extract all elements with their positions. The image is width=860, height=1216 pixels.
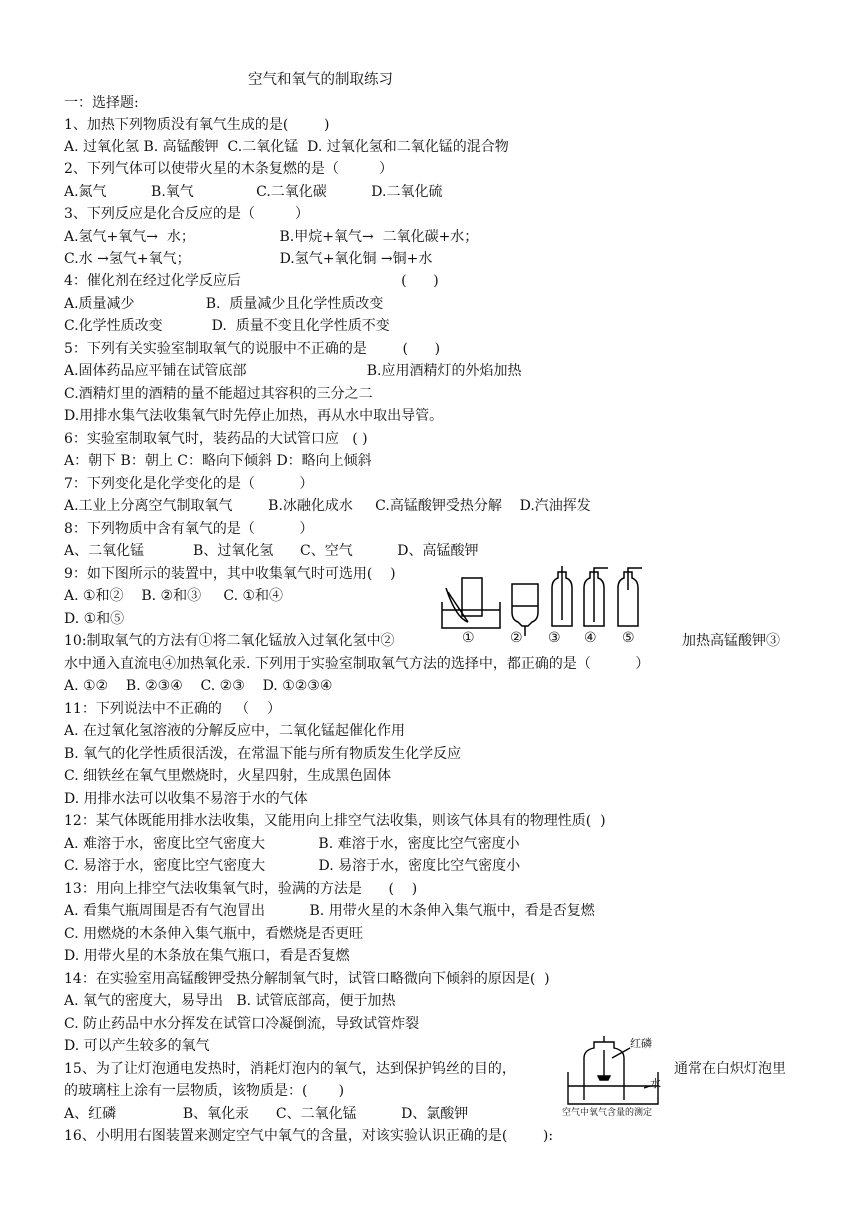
question-line: C.酒精灯里的酒精的量不能超过其容积的三分之二: [64, 386, 373, 402]
question-line: 4：催化剂在经过化学反应后 ( ): [64, 273, 439, 289]
question-line: 的玻璃柱上涂有一层物质，该物质是：( ): [64, 1083, 345, 1099]
section-heading: 一：选择题:: [64, 95, 139, 111]
page-title: 空气和氧气的制取练习: [248, 72, 393, 88]
apparatus-figure: [438, 566, 658, 648]
question-line: A.固体药品应平铺在试管底部 B.应用酒精灯的外焰加热: [64, 363, 522, 379]
apparatus-label-5: ⑤: [622, 630, 635, 646]
question-line: B. 氧气的化学性质很活泼，在常温下能与所有物质发生化学反应: [64, 746, 462, 762]
question-line-tail: 加热高锰酸钾③: [682, 633, 780, 649]
question-line: 15、为了让灯泡通电发热时，消耗灯泡内的氧气，达到保护钨丝的目的，: [64, 1061, 516, 1077]
question-line: D. 用排水法可以收集不易溶于水的气体: [64, 791, 308, 807]
question-line: 12：某气体既能用排水法收集，又能用向上排空气法收集，则该气体具有的物理性质( ): [64, 813, 606, 829]
question-line: 1、加热下列物质没有氧气生成的是( ): [64, 117, 330, 133]
apparatus-label-4: ④: [584, 630, 597, 646]
question-line: C. 易溶于水，密度比空气密度大 D. 易溶于水，密度比空气密度小: [64, 858, 521, 874]
apparatus-label-2: ②: [510, 630, 523, 646]
question-line: A、红磷 B、氧化汞 C、二氧化锰 D、氯酸钾: [64, 1106, 469, 1122]
question-line: A：朝下 B：朝上 C：略向下倾斜 D：略向上倾斜: [64, 453, 372, 469]
red-phosphorus-label: 红磷: [630, 1037, 652, 1050]
question-line: C.水 →氢气+氧气； D.氢气+氧化铜 →铜+水: [64, 251, 433, 267]
apparatus-label-3: ③: [548, 630, 561, 646]
question-line: 16、小明用右图装置来测定空气中氧气的含量，对该实验认识正确的是( ):: [64, 1128, 554, 1144]
question-line: 10:制取氧气的方法有①将二氧化锰放入过氧化氢中②: [64, 633, 395, 649]
question-line: A. 氧气的密度大，易导出 B. 试管底部高，便于加热: [64, 993, 396, 1009]
question-line: A.工业上分离空气制取氧气 B.冰融化成水 C.高锰酸钾受热分解 D.汽油挥发: [64, 498, 591, 514]
question-line: 5：下列有关实验室制取氧气的说服中不正确的是 ( ): [64, 341, 441, 357]
question-line: A. ①和② B. ②和③ C. ①和④: [64, 588, 284, 604]
question-line: 6：实验室制取氧气时，装药品的大试管口应 ( ): [64, 431, 368, 447]
question-line-tail: 通常在白炽灯泡里: [674, 1061, 786, 1077]
question-line: A. 过氧化氢 B. 高锰酸钾 C.二氧化锰 D. 过氧化氢和二氧化锰的混合物: [64, 139, 509, 155]
figure-caption: 空气中氧气含量的测定: [562, 1108, 653, 1118]
question-line: 7：下列变化是化学变化的是（ ）: [64, 476, 314, 492]
question-line: A. ①② B. ②③④ C. ②③ D. ①②③④: [64, 678, 333, 694]
apparatus-label-1: ①: [462, 630, 475, 646]
question-line: 13：用向上排空气法收集氧气时，验满的方法是 ( ): [64, 881, 418, 897]
question-line: A、二氧化锰 B、过氧化氢 C、空气 D、高锰酸钾: [64, 543, 479, 559]
question-line: A.质量减少 B. 质量减少且化学性质改变: [64, 296, 384, 312]
question-line: D. ①和⑤: [64, 611, 125, 627]
question-line: C. 防止药品中水分挥发在试管口冷凝倒流，导致试管炸裂: [64, 1016, 420, 1032]
question-line: 2、下列气体可以使带火星的木条复燃的是（ ）: [64, 161, 393, 177]
question-line: C. 用燃烧的木条伸入集气瓶中，看燃烧是否更旺: [64, 926, 364, 942]
question-line: A.氮气 B.氧气 C.二氧化碳 D.二氧化硫: [64, 184, 443, 200]
question-line: C. 细铁丝在氧气里燃烧时，火星四射，生成黑色固体: [64, 768, 392, 784]
question-line: 3、下列反应是化合反应的是（ ）: [64, 206, 309, 222]
question-line: 14：在实验室用高锰酸钾受热分解制氧气时，试管口略微向下倾斜的原因是( ): [64, 971, 550, 987]
question-line: 9：如下图所示的装置中，其中收集氧气时可选用( ): [64, 566, 396, 582]
question-line: D.用排水集气法收集氧气时先停止加热，再从水中取出导管。: [64, 408, 444, 424]
question-line: A. 看集气瓶周围是否有气泡冒出 B. 用带火星的木条伸入集气瓶中，看是否复燃: [64, 903, 595, 919]
oxygen-measure-figure: [560, 1036, 668, 1122]
question-line: C.化学性质改变 D. 质量不变且化学性质不变: [64, 318, 390, 334]
question-line: D. 用带火星的木条放在集气瓶口，看是否复燃: [64, 948, 350, 964]
question-line: 11：下列说法中不正确的 （ ）: [64, 701, 281, 717]
question-line: A. 难溶于水，密度比空气密度大 B. 难溶于水，密度比空气密度小: [64, 836, 520, 852]
question-line: 8：下列物质中含有氧气的是（ ）: [64, 521, 314, 537]
question-line: A.氢气+氧气→ 水； B.甲烷+氧气→ 二氧化碳+水；: [64, 229, 479, 245]
question-line: A. 在过氧化氢溶液的分解反应中，二氧化锰起催化作用: [64, 723, 406, 739]
question-line: D. 可以产生较多的氧气: [64, 1038, 210, 1054]
question-line: 水中通入直流电④加热氧化汞. 下列用于实验室制取氧气方法的选择中，都正确的是（ ）: [64, 656, 650, 672]
water-label: 水: [650, 1077, 661, 1090]
